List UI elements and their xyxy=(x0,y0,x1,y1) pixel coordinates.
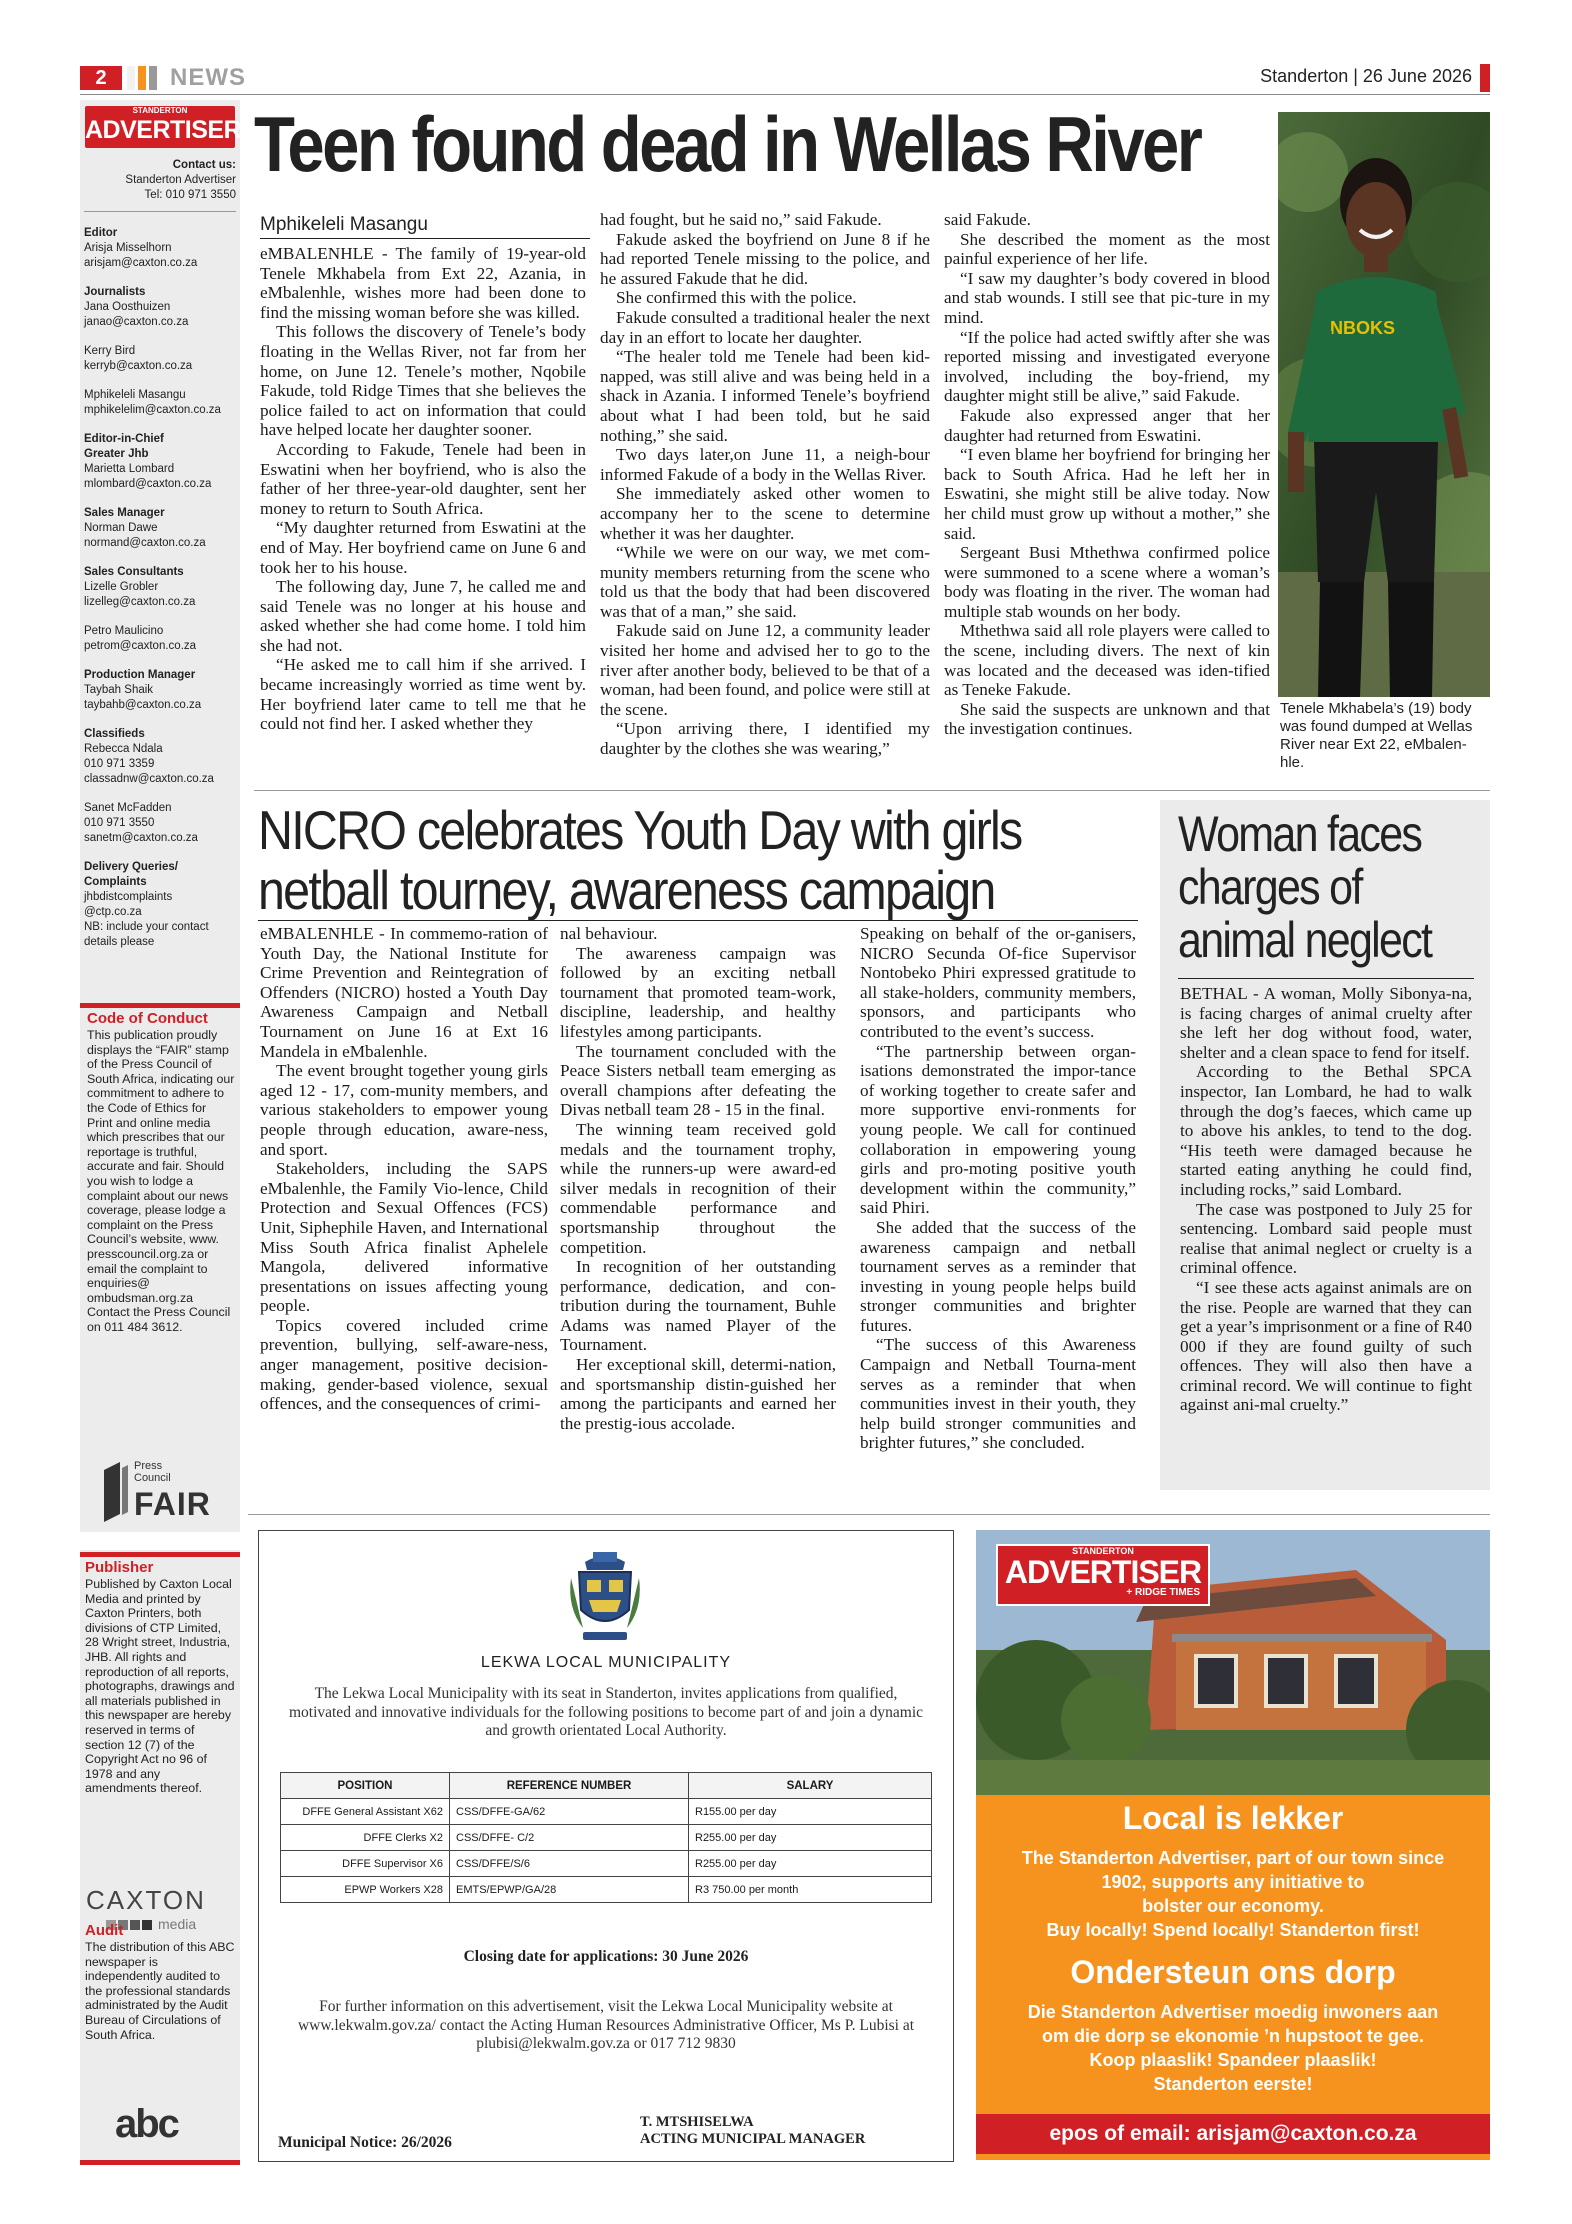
table-cell: DFFE Supervisor X6 xyxy=(281,1851,450,1877)
table-cell: R3 750.00 per month xyxy=(689,1877,932,1903)
location-date: Standerton | 26 June 2026 xyxy=(1260,66,1472,86)
paragraph: The tournament concluded with the Peace Sisters netball team emerging as overall champions after defeating the Divas netball team 28 - 15 in the final. xyxy=(560,1041,836,1120)
paragraph: “I even blame her boyfriend for bringing her back to South Africa. Had he left her in Eswatini, she might still be alive today. Now her child must grow up without a mother,” she said. xyxy=(944,445,1270,543)
journalist-name: Mphikeleli Masangu xyxy=(84,389,186,401)
paragraph: “My daughter returned from Eswatini at the end of May. Her boyfriend came on June 6 and took her to his house. xyxy=(260,518,586,577)
lekwa-notice: Municipal Notice: 26/2026 xyxy=(278,2134,452,2151)
promo-text-line: Die Standerton Advertiser moedig inwoners aan xyxy=(1027,2002,1439,2022)
publisher-title: Publisher xyxy=(85,1559,154,1576)
paragraph: eMBALENHLE - In commemo-ration of Youth Day, the National Institute for Crime Prevention and Reintegration of Offenders (NICRO) hosted a Youth Day Awareness Campaign and Netball Tournament on June 16 at Ext 16 Mandela in eMbalenhle. xyxy=(260,924,548,1061)
section-divider-bars xyxy=(127,66,165,90)
story1-headline: Teen found dead in Wellas River xyxy=(254,100,1201,188)
lekwa-intro: The Lekwa Local Municipality with its seat in Standerton, invites applications from qualified, motivated and innovative individuals for the following positions to become part of and join a dynamic and growth orientated Local Authority. xyxy=(288,1685,924,1739)
story2-col3 xyxy=(860,924,1136,1453)
paragraph: Topics covered included crime prevention, bullying, self-aware-ness, anger management, positive decision-making, gender-based violence, sexual offences, and the consequences of crimi- xyxy=(260,1315,548,1414)
table-cell: CSS/DFFE- C/2 xyxy=(450,1825,689,1851)
story1-byline: Mphikeleli Masangu xyxy=(260,214,428,235)
paragraph: had fought, but he said no,” said Fakude. xyxy=(600,210,882,229)
promo-footer xyxy=(976,2114,1490,2154)
story2-headline-line: netball tourney, awareness campaign xyxy=(258,859,995,921)
paragraph: This follows the discovery of Tenele’s body floating in the Wellas River, not far from her home, on June 12. Tenele’s mother, Nqobile Fakude, told Ridge Times that she believes the police failed to act on information that could have helped locate her daughter sooner. xyxy=(260,322,586,440)
promo-text-line: The Standerton Advertiser, part of our town since xyxy=(1021,1848,1445,1868)
production-manager-name: Taybah Shaik xyxy=(84,684,154,696)
journalist-name: Jana Oosthuizen xyxy=(84,301,171,313)
abc-logo xyxy=(115,2104,205,2144)
paragraph: “I saw my daughter’s body covered in blood and stab wounds. I still see that pic-ture in my mind. xyxy=(944,268,1270,327)
table-cell: R255.00 per day xyxy=(689,1825,932,1851)
sales-consultant-email[interactable]: lizelleg@caxton.co.za xyxy=(84,596,196,608)
promo-logo-top: STANDERTON xyxy=(1072,1546,1134,1556)
table-cell: CSS/DFFE/S/6 xyxy=(450,1851,689,1877)
fair-mark-icon xyxy=(100,1460,130,1524)
promo-footer-email[interactable]: epos of email: arisjam@caxton.co.za xyxy=(1049,2122,1417,2145)
fair-big: FAIR xyxy=(134,1486,211,1522)
paragraph: The winning team received gold medals and the tournament trophy, while the runners-up were award-ed silver medals in recognition of their commendable performance and sportsmanship throughout the competition. xyxy=(560,1119,836,1257)
lekwa-positions-table xyxy=(280,1772,932,1903)
delivery-email-2[interactable]: @ctp.co.za xyxy=(84,906,142,918)
story3-headline-line: charges of xyxy=(1178,859,1362,915)
paragraph: “While we were on our way, we met com-munity members returning from the scene who told us that the body that had been discovered was that of a man,” she said. xyxy=(600,543,930,621)
paragraph: eMBALENHLE - The family of 19-year-old Tenele Mkhabela from Ext 22, Azania, in eMbalenhle, wishes more had been done to find the missing woman before she was killed. xyxy=(260,244,586,322)
sales-consultant-name: Petro Maulicino xyxy=(84,625,164,637)
sidebar-logo xyxy=(85,106,242,148)
promo-ad xyxy=(976,1530,1490,2160)
press-council-fair-logo xyxy=(100,1460,220,1526)
table-cell: EPWP Workers X28 xyxy=(281,1877,450,1903)
delivery-label: Delivery Queries/ xyxy=(84,861,178,873)
paragraph: The awareness campaign was followed by an exciting netball tournament that promoted team-work, discipline, leadership, and healthy lifestyles among participants. xyxy=(560,943,836,1041)
abc-logo-text: abc xyxy=(115,2102,178,2146)
signatory-name: T. MTSHISELWA xyxy=(640,2114,754,2130)
delivery-email[interactable]: jhbdistcomplaints xyxy=(84,891,173,903)
paragraph: Fakude said on June 12, a community leader visited her home and advised her to go to the river after another body, believed to be that of a woman, had been found, and police were still at the scene. xyxy=(600,621,930,719)
header-red-tab xyxy=(1480,64,1490,92)
paragraph: BETHAL - A woman, Molly Sibonya-na, is facing charges of animal cruelty after she left her dog without food, water, shelter and a clean space to fend for itself. xyxy=(1180,984,1472,1062)
promo-heading-en: Local is lekker xyxy=(1122,1800,1344,1836)
classifieds-tel: 010 971 3550 xyxy=(84,817,155,829)
table-cell: EMTS/EPWP/GA/28 xyxy=(450,1877,689,1903)
paragraph: She said the suspects are unknown and that the investigation continues. xyxy=(944,699,1270,739)
paragraph: Mthethwa said all role players were called to the scene, including divers. The next of kin was located and the deceased was iden-tified as Teneke Fakude. xyxy=(944,621,1270,700)
paragraph: “The success of this Awareness Campaign and Netball Tourna-ment serves as a reminder that when communities invest in their youth, they help build stronger communities and brighter futures,” she concluded. xyxy=(860,1335,1136,1453)
delivery-label-2: Complaints xyxy=(84,876,147,888)
promo-text-line: om die dorp se ekonomie ’n hupstoot te gee. xyxy=(1041,2026,1425,2046)
paragraph: Fakude also expressed anger that her daughter had returned from Eswatini. xyxy=(944,405,1270,445)
sales-consultant-email[interactable]: petrom@caxton.co.za xyxy=(84,640,197,652)
sidebar-logo-top: STANDERTON xyxy=(132,106,188,115)
promo-text-line: bolster our economy. xyxy=(1142,1896,1324,1916)
code-of-conduct xyxy=(87,1010,235,1334)
audit xyxy=(85,1922,235,2042)
eic-name: Marietta Lombard xyxy=(84,463,175,475)
caxton-media: media xyxy=(158,1916,197,1932)
editor-name: Arisja Misselhorn xyxy=(84,242,172,254)
journalist-name: Kerry Bird xyxy=(84,345,136,357)
story1-col1 xyxy=(260,244,586,734)
paragraph: Fakude consulted a traditional healer the next day in an effort to locate her daughter. xyxy=(600,307,930,347)
table-cell: DFFE Clerks X2 xyxy=(281,1825,450,1851)
story3-body xyxy=(1180,984,1472,1415)
paragraph: She immediately asked other women to accompany her to the scene to determine whether it was her daughter. xyxy=(600,484,930,543)
publisher xyxy=(85,1559,235,1796)
fair-small-council: Council xyxy=(134,1472,171,1484)
lekwa-closing-date: Closing date for applications: 30 June 2026 xyxy=(463,1948,749,1965)
paragraph: “The healer told me Tenele had been kid-napped, was still alive and was being held in a shack in Azania. I informed Tenele’s boyfriend about what I had been told, but he said nothing,” she said. xyxy=(600,347,930,445)
production-manager-email[interactable]: taybahb@caxton.co.za xyxy=(84,699,202,711)
paragraph: She added that the success of the awareness campaign and netball tournament serves as a reminder that investing in young people helps build stronger communities and brighter futures. xyxy=(860,1217,1136,1335)
story3-headline xyxy=(1178,808,1453,967)
classifieds-name: Sanet McFadden xyxy=(84,802,172,814)
paragraph: The event brought together young girls aged 12 - 17, com-munity members, and various stakeholders to empower young people through education, aware-ness, and sport. xyxy=(260,1061,548,1159)
paragraph: The following day, June 7, he called me and said Tenele was no longer at his house and asked whether she had come home. I told him she had not. xyxy=(260,577,586,655)
sales-manager-label: Sales Manager xyxy=(84,507,165,519)
story2-col1 xyxy=(260,924,548,1414)
paragraph: nal behaviour. xyxy=(560,924,658,943)
header-rule xyxy=(80,94,1490,95)
paragraph: According to the Bethal SPCA inspector, Ian Lombard, he had to walk through the dog’s faeces, which came up to above his ankles, to tend to the dog. “His teeth were damaged because he started eating anything he could find, including rocks,” said Lombard. xyxy=(1180,1062,1472,1199)
classifieds-email[interactable]: classadnw@caxton.co.za xyxy=(84,773,214,785)
woman-photo-illustration xyxy=(1278,112,1490,697)
table-header: POSITION xyxy=(281,1773,450,1799)
delivery-note: NB: include your contact xyxy=(84,921,209,933)
table-row xyxy=(281,1799,932,1825)
editor-label: Editor xyxy=(84,227,118,239)
story2-headline-line: NICRO celebrates Youth Day with girls xyxy=(258,799,1022,861)
section-rule-1 xyxy=(254,790,1490,791)
delivery-note-2: details please xyxy=(84,936,155,948)
contact-tel: Tel: 010 971 3550 xyxy=(144,189,236,201)
sidebar-logo-main: ADVERTISER xyxy=(85,116,242,144)
promo-text-en xyxy=(976,1846,1490,1942)
promo-logo xyxy=(996,1544,1210,1606)
paragraph: Speaking on behalf of the or-ganisers, NICRO Secunda Of-fice Supervisor Nontobeko Phiri expressed gratitude to all stake-holders, community members, sponsors, and participants who contributed to the event’s success. xyxy=(860,924,1136,1041)
table-cell: DFFE General Assistant X62 xyxy=(281,1799,450,1825)
paragraph: Stakeholders, including the SAPS eMbalenhle, the Family Vio-lence, Child Protection and Sexual Offences (FCS) Unit, Siphephile Haven, and International Miss South Africa finalist Aphelele Mangola, delivered informative presentations on issues affecting young people. xyxy=(260,1159,548,1316)
paragraph: Fakude asked the boyfriend on June 8 if he had reported Tenele missing to the police, and he assured Fakude that he did. xyxy=(600,229,930,288)
code-of-conduct-title: Code of Conduct xyxy=(87,1010,208,1027)
journalists-label: Journalists xyxy=(84,286,146,298)
editor-email[interactable]: arisjam@caxton.co.za xyxy=(84,257,198,269)
sales-manager-name: Norman Dawe xyxy=(84,522,158,534)
page-number: 2 xyxy=(95,67,107,89)
sales-manager-email[interactable]: normand@caxton.co.za xyxy=(84,537,206,549)
paragraph: “The partnership between organ-isations demonstrated the impor-tance of working together to create safer and more supportive envi-ronments for young people. We call for continued collaboration in empowering young girls and pro-moting positive youth development within the community,” said Phiri. xyxy=(860,1041,1136,1218)
classifieds-tel: 010 971 3359 xyxy=(84,758,155,770)
contact-name: Standerton Advertiser xyxy=(125,174,236,186)
paragraph: “He asked me to call him if she arrived. I became increasingly worried as time went by. Her boyfriend later came to tell me that he could not find her. I asked whether they xyxy=(260,655,586,734)
table-cell: R255.00 per day xyxy=(689,1851,932,1877)
section-rule-2 xyxy=(248,1514,1490,1515)
table-row xyxy=(281,1877,932,1903)
byline-rule xyxy=(260,238,590,239)
table-row xyxy=(281,1851,932,1877)
table-row xyxy=(281,1825,932,1851)
sidebar-bottom-rule xyxy=(80,2160,240,2165)
story2-col2 xyxy=(560,924,836,1433)
paragraph: In recognition of her outstanding performance, dedication, and con-tribution during the tournament, Buhle Adams was named Player of the Tournament. xyxy=(560,1257,836,1355)
promo-text-line: Standerton eerste! xyxy=(1153,2074,1313,2094)
contact-title: Contact us: xyxy=(172,159,236,171)
paragraph: “Upon arriving there, I identified my daughter by the clothes she was wearing,” xyxy=(600,719,930,759)
classifieds-label: Classifieds xyxy=(84,728,145,740)
sidebar-contacts xyxy=(84,158,236,950)
journalist-email[interactable]: mphikelelim@caxton.co.za xyxy=(84,404,221,416)
table-header: REFERENCE NUMBER xyxy=(450,1773,689,1799)
classifieds-email[interactable]: sanetm@caxton.co.za xyxy=(84,832,198,844)
paragraph: She described the moment as the most painful experience of her life. xyxy=(944,229,1270,269)
page-number-badge xyxy=(80,66,122,90)
sales-consultant-name: Lizelle Grobler xyxy=(84,581,159,593)
promo-logo-sub: + RIDGE TIMES xyxy=(1126,1587,1200,1598)
publisher-text: Published by Caxton Local Media and printed by Caxton Printers, both divisions of CTP Limited, 28 Wright street, Industria, JHB. All rights and reproduction of all reports, photographs, drawings and all materials published in this newspaper are hereby reserved in terms of section 12 (7) of the Copyright Act no 96 of 1978 and any amendments thereof. xyxy=(85,1577,235,1796)
code-of-conduct-rule xyxy=(80,1003,240,1008)
paragraph: Two days later,on June 11, a neigh-bour informed Fakude of a body in the Wellas River. xyxy=(600,445,930,484)
eic-label: Editor-in-Chief xyxy=(84,433,164,445)
signatory-title: ACTING MUNICIPAL MANAGER xyxy=(640,2131,866,2147)
svg-text:NBOKS: NBOKS xyxy=(1330,318,1396,338)
classifieds-name: Rebecca Ndala xyxy=(84,743,163,755)
story3-headline-line: animal neglect xyxy=(1178,912,1432,968)
journalist-email[interactable]: janao@caxton.co.za xyxy=(84,316,189,328)
promo-logo-main: ADVERTISER xyxy=(1004,1554,1202,1590)
paragraph: “I see these acts against animals are on the rise. People are warned that they can get a year’s imprisonment or a fine of R40 000 if they are found guilty of such offences. They will also then have a criminal record. We will continue to fight against ani-mal cruelty.” xyxy=(1180,1277,1472,1415)
code-of-conduct-text: This publication proudly displays the “FAIR” stamp of the Press Council of South Africa, indicating our commitment to adhere to the Code of Ethics for Print and online media which prescribes that our reportage is truthful, accurate and fair. Should you wish to lodge a complaint about our news coverage, please lodge a complaint on the Press Council’s website, www. presscouncil.org.za or email the complaint to enquiries@ ombudsman.org.za Contact the Press Council on 011 484 3612. xyxy=(87,1028,235,1334)
promo-text-af xyxy=(976,2000,1490,2096)
promo-heading-af: Ondersteun ons dorp xyxy=(1070,1954,1396,1990)
table-header: SALARY xyxy=(689,1773,932,1799)
fair-small-press: Press xyxy=(134,1460,163,1472)
audit-text: The distribution of this ABC newspaper is independently audited to the professional standards administrated by the Audit Bureau of Circulations of South Africa. xyxy=(85,1940,235,2042)
table-cell: R155.00 per day xyxy=(689,1799,932,1825)
story2-headline-rule xyxy=(258,920,1138,921)
journalist-email[interactable]: kerryb@caxton.co.za xyxy=(84,360,193,372)
paragraph: Sergeant Busi Mthethwa confirmed police were summoned to a scene where a woman’s body was floating in the river. The woman had multiple stab wounds on her body. xyxy=(944,543,1270,621)
paragraph: “If the police had acted swiftly after she was reported missing and investigated everyone involved, including the boy-friend, my daughter might still be alive,” said Fakude. xyxy=(944,327,1270,406)
table-header-row xyxy=(281,1773,932,1799)
story2-headline xyxy=(258,800,1032,920)
municipal-crest-icon xyxy=(565,1548,645,1648)
paragraph: Her exceptional skill, determi-nation, and sportsmanship distin-guished her among the participants and earned her the prestig-ious accolade. xyxy=(560,1355,836,1433)
eic-label-2: Greater Jhb xyxy=(84,448,149,460)
paragraph: The case was postponed to July 25 for sentencing. Lombard said people must realise that animal neglect or cruelty is a criminal offence. xyxy=(1180,1199,1472,1278)
sales-consultants-label: Sales Consultants xyxy=(84,566,184,578)
section-title: NEWS xyxy=(170,64,246,91)
story1-photo-caption: Tenele Mkhabela’s (19) body was found dumped at Wellas River near Ext 22, eMbalen-hle. xyxy=(1280,700,1473,771)
lekwa-title: LEKWA LOCAL MUNICIPALITY xyxy=(480,1654,732,1671)
caxton-logo-text: CAXTON xyxy=(86,1885,206,1915)
production-manager-label: Production Manager xyxy=(84,669,196,681)
story3-headline-line: Woman faces xyxy=(1178,806,1422,862)
lekwa-further-info: For further information on this advertisement, visit the Lekwa Local Municipality website at www.lekwalm.gov.za/ contact the Acting Human Resources Administrative Officer, Ms P. Lubisi at plubisi@lekwalm.gov.za or 017 712 9830 xyxy=(297,1998,915,2052)
promo-text-line: 1902, supports any initiative to xyxy=(1101,1872,1365,1892)
table-cell: CSS/DFFE-GA/62 xyxy=(450,1799,689,1825)
lekwa-signatory xyxy=(640,2114,865,2148)
story1-photo xyxy=(1278,112,1490,697)
eic-email[interactable]: mlombard@caxton.co.za xyxy=(84,478,212,490)
paragraph: She confirmed this with the police. xyxy=(616,288,857,308)
story1-col3 xyxy=(944,210,1270,739)
story1-col2 xyxy=(600,210,930,759)
promo-text-line: Koop plaaslik! Spandeer plaaslik! xyxy=(1089,2050,1377,2070)
story3-headline-rule xyxy=(1178,978,1474,979)
paragraph: said Fakude. xyxy=(944,210,1031,229)
sidebar-gap xyxy=(80,1532,240,1550)
paragraph: According to Fakude, Tenele had been in Eswatini when her boyfriend, who is also the father of her three-year-old daughter, sent her money to return to South Africa. xyxy=(260,439,586,518)
audit-title: Audit xyxy=(85,1922,124,1939)
promo-text-line: Buy locally! Spend locally! Standerton first! xyxy=(1046,1920,1420,1940)
